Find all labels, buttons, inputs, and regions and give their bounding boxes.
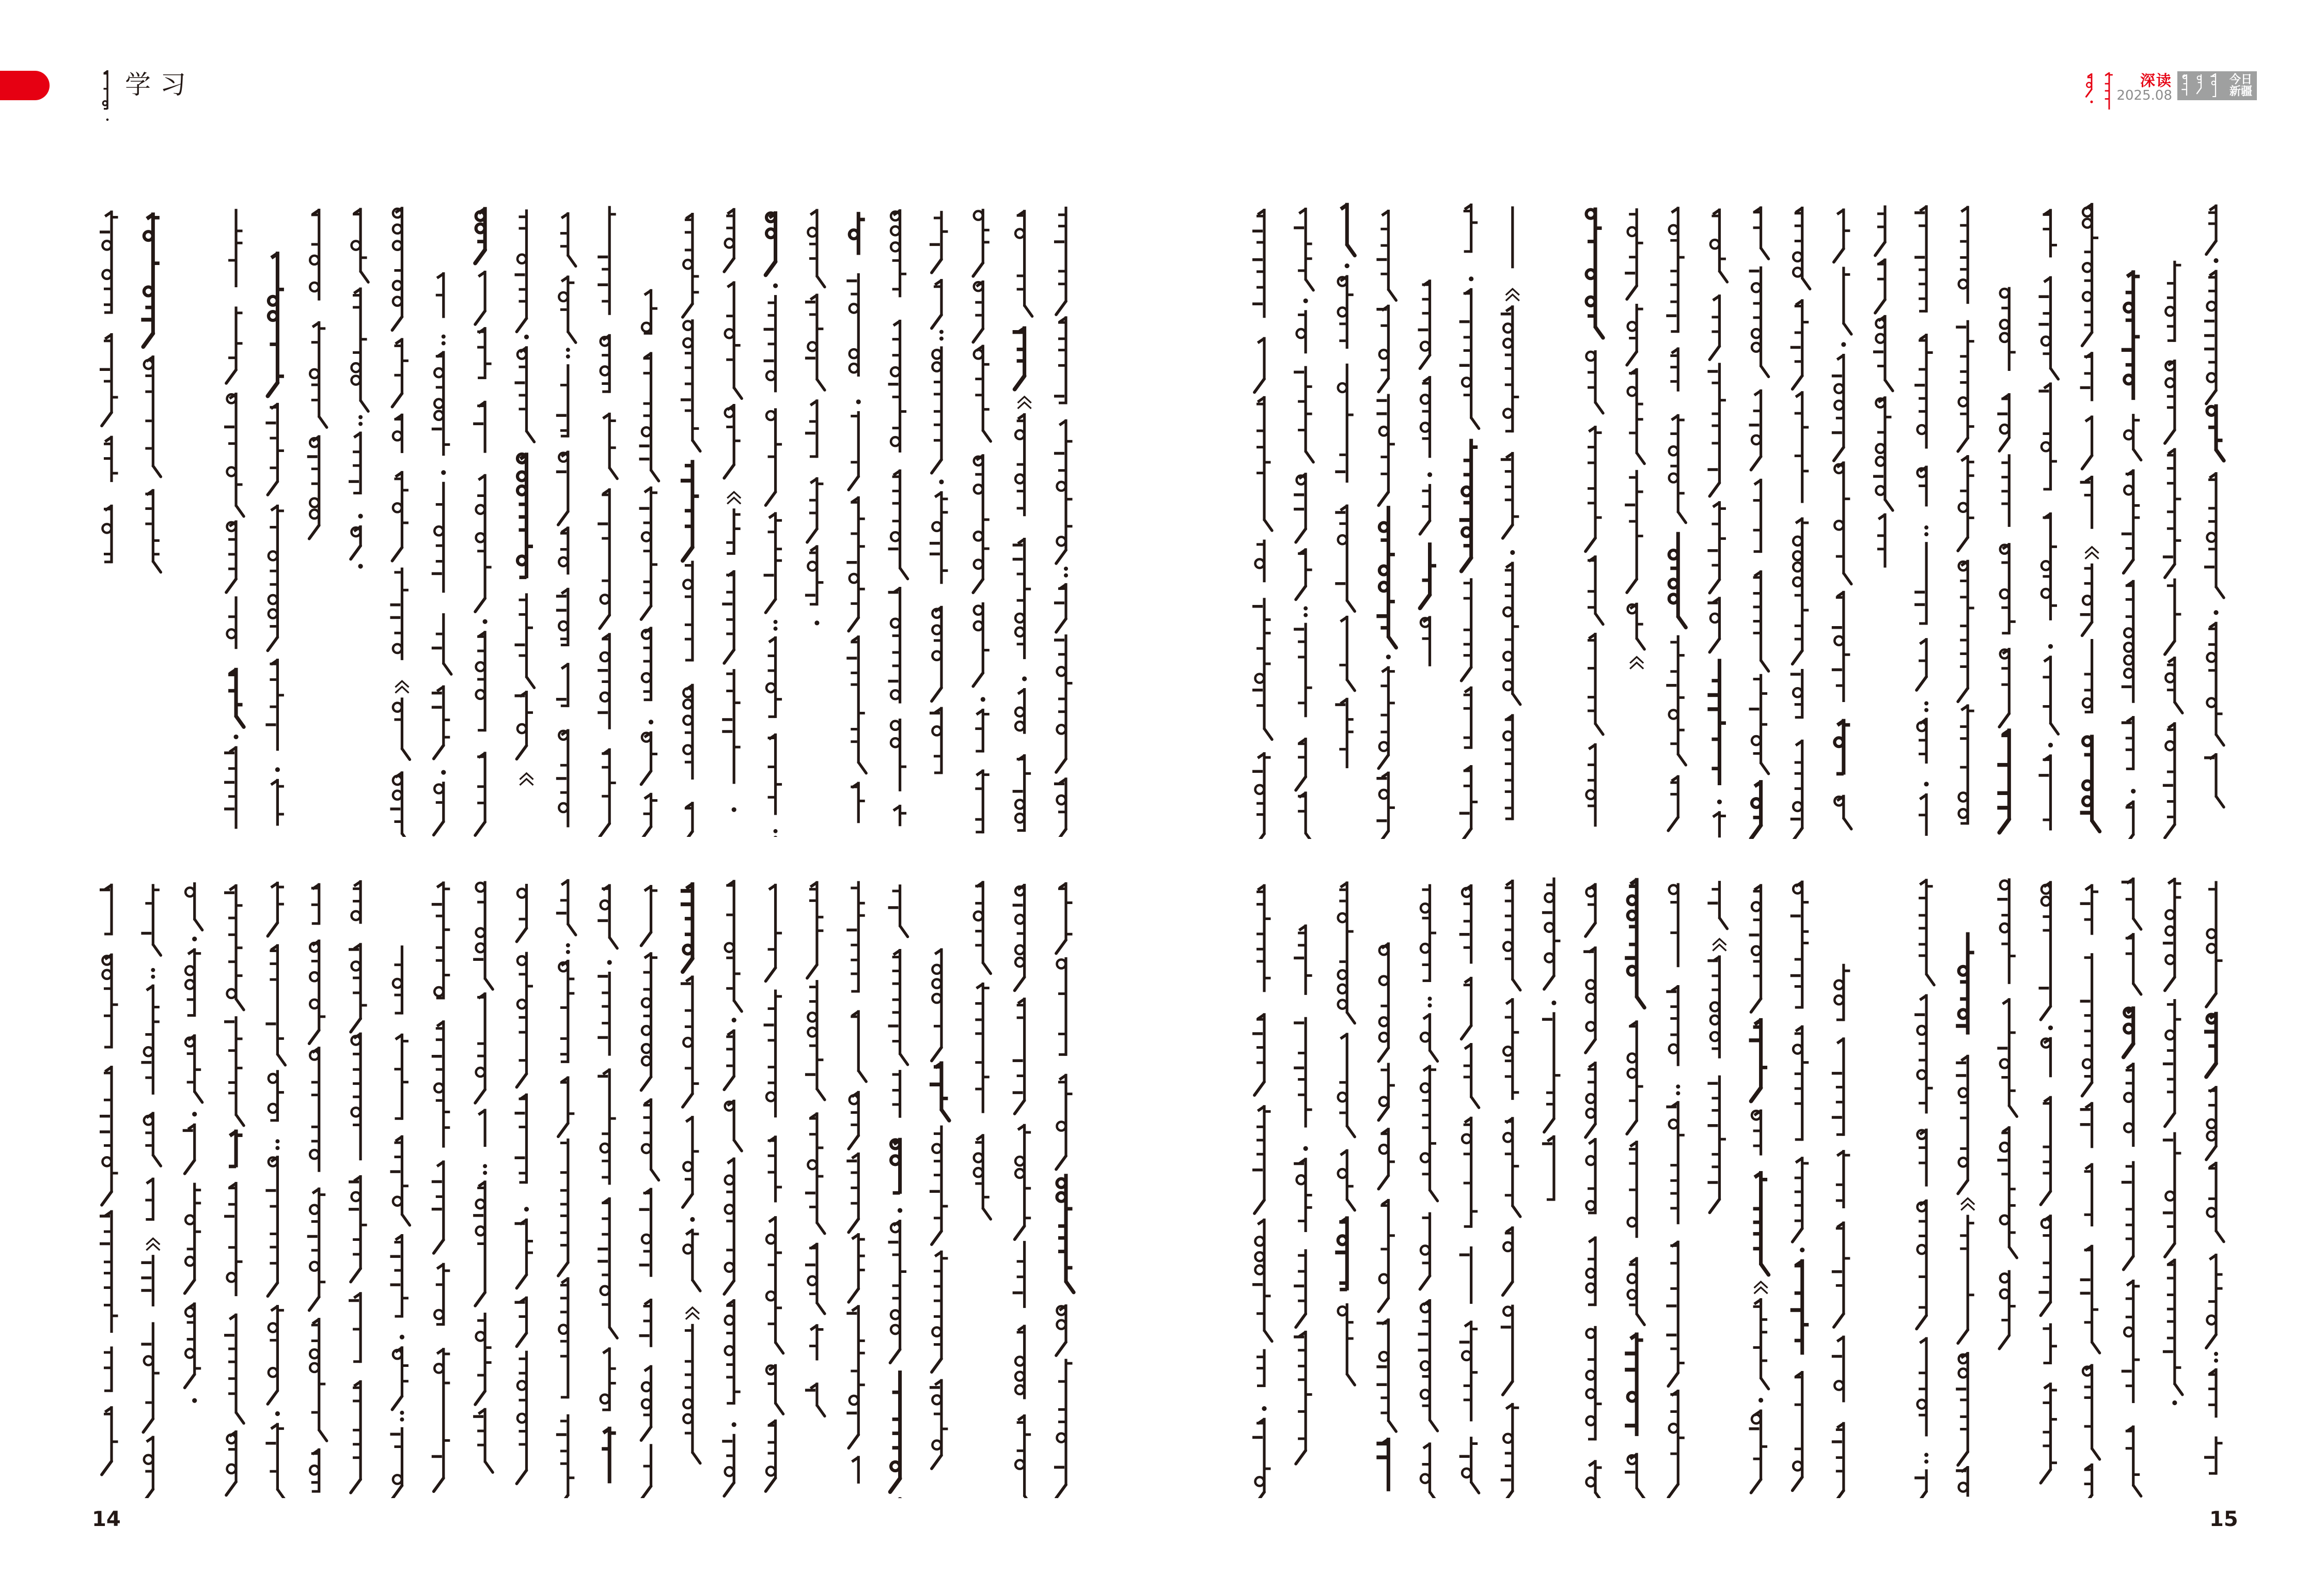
magazine-mongolian-script-white (2180, 73, 2228, 99)
body-text-band-page15-upper (1251, 203, 2229, 839)
mongolian-text-column (930, 211, 948, 774)
mongolian-text-column (349, 880, 367, 1493)
magazine-name-line2: 新疆 (2229, 85, 2252, 98)
mongolian-text-column (764, 884, 783, 1491)
mongolian-text-column (1791, 207, 1810, 839)
mongolian-text-column (1501, 206, 1520, 820)
body-text-band-page14-upper (98, 206, 1079, 837)
mongolian-text-column (390, 945, 410, 1498)
body-text-band-page14-lower (98, 878, 1079, 1498)
mongolian-text-column (1666, 207, 1686, 831)
mongolian-text-column (1335, 881, 1355, 1385)
mongolian-text-column (2122, 878, 2141, 1497)
category-mongolian-script (96, 68, 119, 126)
mongolian-text-column (888, 884, 908, 1498)
body-text-band-page15-lower (1251, 877, 2229, 1498)
mongolian-text-column (888, 209, 908, 837)
mongolian-text-column (1914, 879, 1934, 1498)
mongolian-text-column (722, 208, 742, 812)
category-label: 学习 (125, 70, 195, 100)
mongolian-text-column (1707, 881, 1727, 1212)
mongolian-text-column (1054, 207, 1073, 837)
mongolian-text-column (1914, 205, 1933, 836)
mongolian-text-column (1335, 203, 1355, 768)
mongolian-text-column (1997, 878, 2017, 1349)
mongolian-text-column (1013, 884, 1032, 1498)
mongolian-text-column (1707, 209, 1727, 838)
mongolian-text-column (1054, 882, 1074, 1498)
mongolian-text-column (183, 882, 202, 1403)
mongolian-text-column (1625, 208, 1644, 668)
mongolian-text-column (2038, 881, 2057, 1483)
mongolian-text-column (974, 881, 991, 1219)
mongolian-text-column (1252, 209, 1272, 839)
issue-date: 2025.08 (2116, 88, 2172, 103)
mongolian-text-column (224, 209, 244, 829)
mongolian-text-column (1956, 932, 1974, 1498)
mongolian-text-column (598, 206, 617, 837)
mongolian-text-column (1583, 883, 1603, 1498)
mongolian-text-column (473, 881, 493, 1473)
mongolian-text-column (1873, 206, 1893, 568)
mongolian-text-column (2122, 270, 2141, 839)
mongolian-text-column (1749, 884, 1769, 1492)
mongolian-text-column (307, 209, 327, 539)
mongolian-text-column (141, 212, 161, 572)
mongolian-text-column (1418, 279, 1437, 666)
mongolian-text-column (2080, 884, 2100, 1498)
mongolian-text-column (514, 209, 534, 785)
mongolian-text-column (639, 289, 659, 837)
mongolian-script-columns (98, 206, 1079, 837)
mongolian-text-column (1542, 878, 1561, 1201)
mongolian-text-column (2080, 203, 2100, 839)
mongolian-text-column (930, 948, 949, 1469)
red-tab-marker (0, 71, 50, 100)
mongolian-text-column (764, 211, 782, 837)
mongolian-text-column (100, 884, 118, 1475)
mongolian-text-column (307, 883, 327, 1493)
mongolian-text-column (2163, 878, 2182, 1405)
mongolian-text-column (432, 881, 450, 1491)
mongolian-text-column (1376, 210, 1396, 839)
mongolian-script-columns (1251, 877, 2229, 1498)
magazine-name (2227, 74, 2254, 98)
mongolian-text-column (1666, 883, 1685, 1498)
mongolian-text-column (2038, 209, 2058, 831)
mongolian-text-column (349, 208, 368, 568)
mongolian-text-column (1625, 878, 1644, 1498)
mongolian-text-column (1376, 942, 1396, 1491)
mongolian-text-column (473, 207, 492, 837)
mongolian-text-column (100, 211, 118, 564)
mongolian-text-column (805, 881, 825, 1416)
mongolian-text-column (1418, 884, 1438, 1498)
mongolian-text-column (556, 212, 576, 837)
mongolian-text-column (1791, 881, 1809, 1498)
mongolian-text-column (1832, 209, 1851, 829)
page-number-right: 15 (2209, 1507, 2238, 1531)
mongolian-text-column (1997, 287, 2016, 833)
mongolian-text-column (973, 209, 991, 833)
mongolian-text-column (846, 881, 866, 1498)
mongolian-text-column (514, 884, 533, 1484)
mongolian-text-column (556, 879, 576, 1498)
mongolian-text-column (1585, 208, 1603, 827)
mongolian-text-column (1749, 207, 1769, 839)
mongolian-text-column (805, 209, 825, 625)
mongolian-text-column (722, 880, 742, 1496)
mongolian-script-columns (98, 878, 1079, 1498)
mongolian-text-column (1459, 204, 1479, 839)
mongolian-text-column (639, 885, 659, 1498)
magazine-name-line1: 今日 (2229, 73, 2252, 86)
mongolian-script-columns (1251, 203, 2229, 839)
mongolian-text-column (265, 252, 284, 826)
mongolian-text-column (1294, 208, 1313, 839)
mongolian-text-column (1013, 210, 1032, 832)
mongolian-text-column (1294, 925, 1312, 1464)
magazine-logo-box (2177, 71, 2257, 100)
mongolian-text-column (1956, 206, 1974, 825)
mongolian-text-column (681, 213, 700, 837)
section-label: 深读 (2140, 72, 2172, 89)
mongolian-text-column (1501, 880, 1520, 1498)
mongolian-text-column (1459, 884, 1479, 1498)
mongolian-text-column (224, 884, 244, 1498)
mongolian-text-column (681, 882, 700, 1464)
mongolian-text-column (432, 272, 451, 835)
mongolian-text-column (1832, 964, 1850, 1498)
page-number-left: 14 (92, 1507, 121, 1531)
mongolian-text-column (2204, 881, 2224, 1475)
mongolian-text-column (846, 212, 866, 823)
mongolian-text-column (390, 207, 410, 837)
mongolian-text-column (2204, 205, 2224, 807)
mongolian-text-column (1252, 884, 1272, 1498)
mongolian-text-column (141, 884, 161, 1498)
mongolian-text-column (2163, 261, 2182, 838)
mongolian-text-column (265, 882, 285, 1498)
mongolian-text-column (598, 884, 617, 1498)
